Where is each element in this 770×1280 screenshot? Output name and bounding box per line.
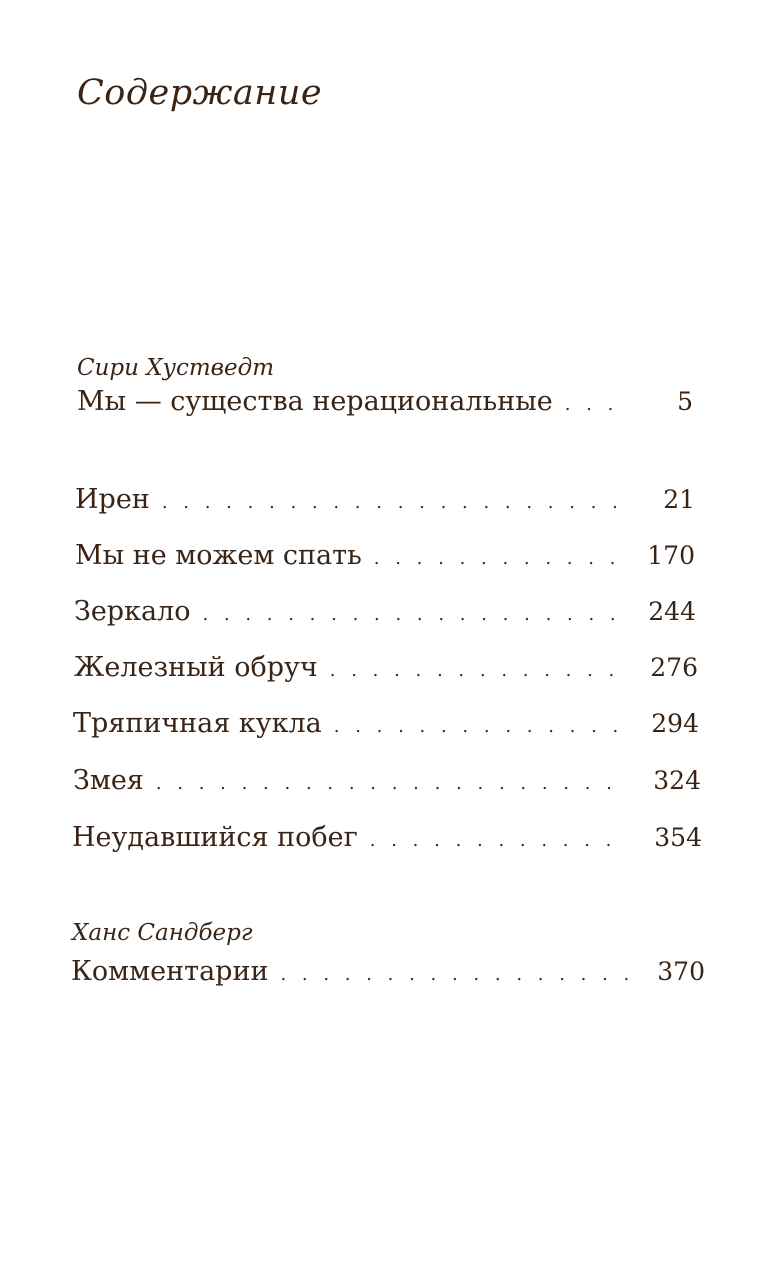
dot-leader [280, 957, 629, 993]
toc-entry-page: 354 [654, 823, 702, 852]
toc-entry-title: Ирен [75, 484, 150, 515]
dot-leader [202, 597, 620, 633]
toc-entry-page: 170 [647, 541, 695, 570]
toc-entry-title: Комментарии [71, 956, 269, 987]
dot-leader [374, 541, 619, 577]
toc-entry-title: Мы не можем спать [75, 540, 362, 571]
toc-entry[interactable] [75, 538, 695, 574]
dot-leader [370, 823, 626, 859]
toc-entry-page: 5 [677, 387, 693, 416]
dot-leader [334, 709, 623, 745]
dot-leader [565, 387, 617, 423]
toc-entry-page: 294 [651, 709, 699, 738]
page-title: Содержание [77, 73, 323, 113]
dot-leader [162, 485, 619, 521]
toc-entry-title: Мы — существа нерациональные [77, 386, 553, 417]
toc-entry-title: Неудавшийся побег [72, 822, 358, 853]
author-name: Ханс Сандберг [72, 920, 253, 946]
dot-leader [156, 766, 625, 802]
toc-entry[interactable] [73, 706, 699, 742]
toc-entry[interactable] [71, 954, 705, 990]
toc-entry[interactable] [75, 482, 695, 518]
toc-entry-title: Змея [73, 765, 144, 796]
toc-entry-title: Тряпичная кукла [73, 708, 322, 739]
dot-leader [330, 653, 622, 689]
author-name: Сири Хустведт [77, 355, 275, 381]
toc-entry-page: 244 [648, 597, 696, 626]
toc-entry-page: 21 [663, 485, 695, 514]
toc-entry-title: Зеркало [74, 596, 191, 627]
toc-entry-page: 370 [657, 957, 705, 986]
toc-entry[interactable] [74, 650, 698, 686]
toc-entry-title: Железный обруч [74, 652, 318, 683]
toc-entry[interactable] [77, 384, 693, 420]
toc-entry[interactable] [72, 820, 702, 856]
toc-entry[interactable] [74, 594, 696, 630]
toc-entry[interactable] [73, 763, 701, 799]
toc-entry-page: 324 [653, 766, 701, 795]
toc-entry-page: 276 [650, 653, 698, 682]
